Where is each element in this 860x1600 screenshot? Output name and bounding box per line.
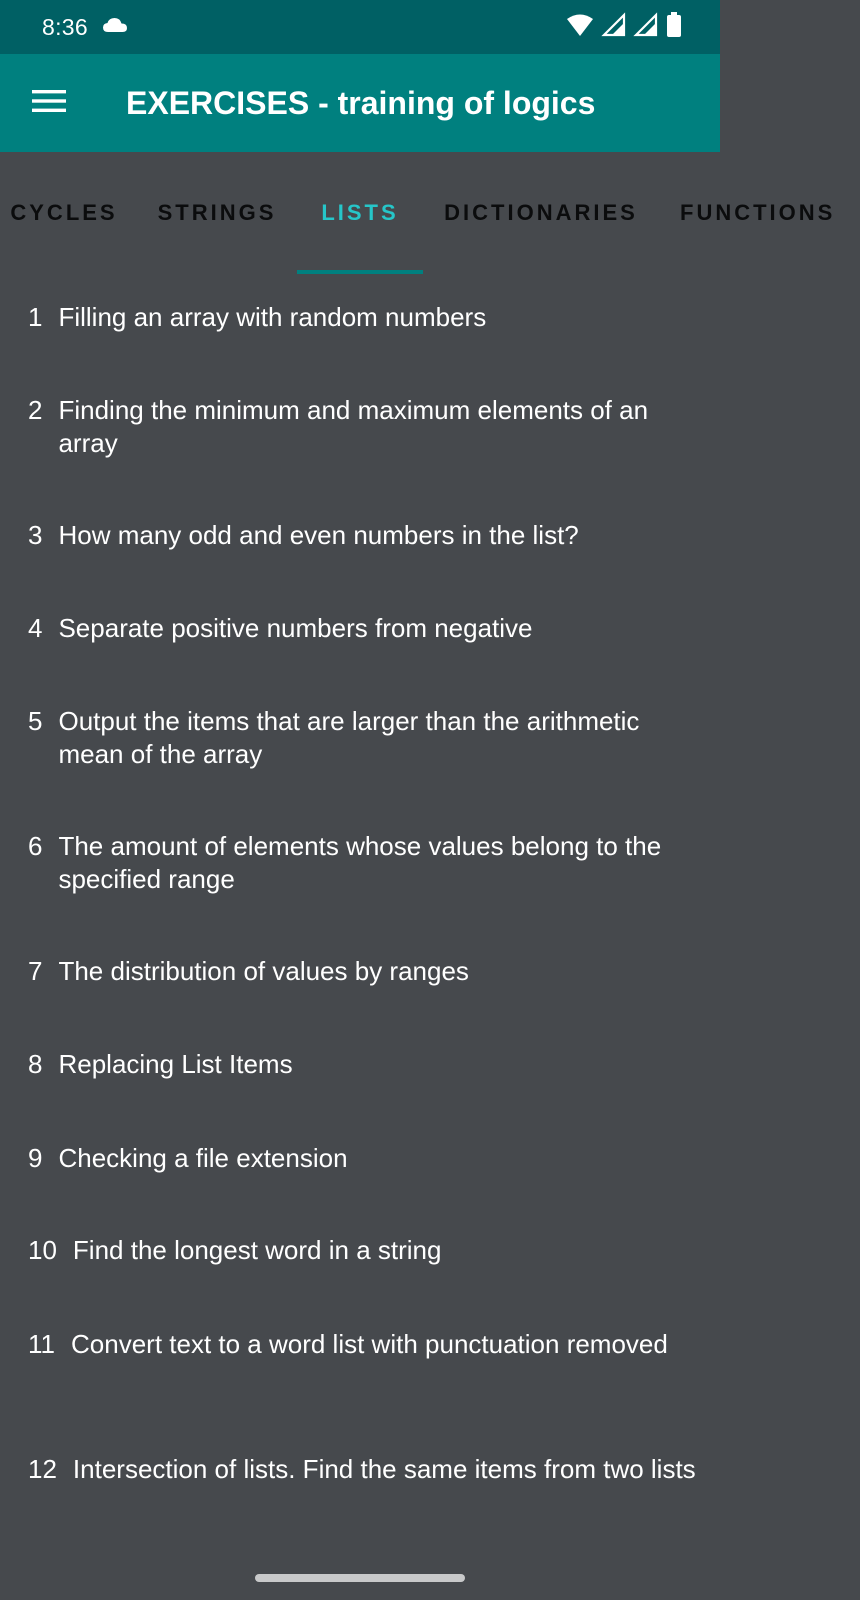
item-title: Output the items that are larger than the arithmetic mean of the array: [58, 706, 640, 769]
hamburger-menu-icon: [32, 89, 66, 118]
item-title: Replacing List Items: [58, 1049, 293, 1079]
list-item[interactable]: [0, 494, 720, 588]
list-item[interactable]: [0, 808, 720, 934]
list-item[interactable]: [0, 1122, 720, 1216]
app-bar: [0, 54, 720, 152]
tab-bar: [0, 152, 836, 274]
list-item[interactable]: [0, 274, 720, 368]
status-left: [42, 14, 128, 41]
list-item[interactable]: [0, 1028, 720, 1122]
item-number: 10: [28, 1235, 57, 1265]
item-number: 2: [28, 395, 43, 425]
status-bar: [0, 0, 720, 54]
home-gesture-handle[interactable]: [255, 1574, 465, 1582]
list-item[interactable]: [0, 934, 720, 1028]
item-number: 3: [28, 520, 43, 550]
item-title: The distribution of values by ranges: [58, 956, 469, 986]
menu-button[interactable]: [19, 73, 79, 133]
item-number: 5: [28, 706, 43, 736]
item-number: 11: [28, 1329, 55, 1359]
item-number: 9: [28, 1143, 43, 1173]
item-title: Separate positive numbers from negative: [58, 613, 533, 643]
item-title: The amount of elements whose values belong to the specified range: [58, 831, 662, 894]
battery-icon: [666, 12, 682, 43]
item-number: 4: [28, 613, 43, 643]
item-number: 1: [28, 302, 43, 332]
exercise-list: [0, 274, 720, 1536]
list-item[interactable]: [0, 1436, 720, 1536]
list-item[interactable]: [0, 368, 720, 494]
list-item[interactable]: [0, 682, 720, 808]
cloud-icon: [102, 16, 128, 39]
tab-cycles[interactable]: CYCLES: [10, 200, 118, 225]
item-title: Checking a file extension: [58, 1143, 348, 1173]
item-number: 12: [28, 1454, 57, 1484]
item-title: Find the longest word in a string: [72, 1235, 442, 1265]
navigation-bar: [0, 1556, 720, 1600]
list-item[interactable]: [0, 1216, 720, 1310]
item-title: Filling an array with random numbers: [58, 302, 487, 332]
wifi-icon: [566, 13, 594, 42]
tab-functions[interactable]: FUNCTIONS: [680, 200, 836, 225]
item-number: 8: [28, 1049, 43, 1079]
tab-dictionaries[interactable]: DICTIONARIES: [444, 200, 638, 225]
tab-lists[interactable]: LISTS: [321, 200, 399, 225]
list-item[interactable]: [0, 588, 720, 682]
status-right: [566, 12, 682, 43]
signal-icon: [602, 13, 626, 42]
tab-strings[interactable]: STRINGS: [157, 200, 277, 225]
item-number: 7: [28, 956, 43, 986]
item-title: Finding the minimum and maximum elements of an array: [58, 395, 649, 458]
status-time: 8:36: [42, 13, 88, 40]
signal-icon: [634, 13, 658, 42]
item-number: 6: [28, 831, 43, 861]
app-title: EXERCISES - training of logics: [126, 84, 596, 121]
list-item[interactable]: [0, 1310, 720, 1436]
item-title: Convert text to a word list with punctuation removed: [71, 1329, 668, 1359]
item-title: Intersection of lists. Find the same items from two lists: [72, 1454, 696, 1484]
item-title: How many odd and even numbers in the list?: [58, 520, 579, 550]
